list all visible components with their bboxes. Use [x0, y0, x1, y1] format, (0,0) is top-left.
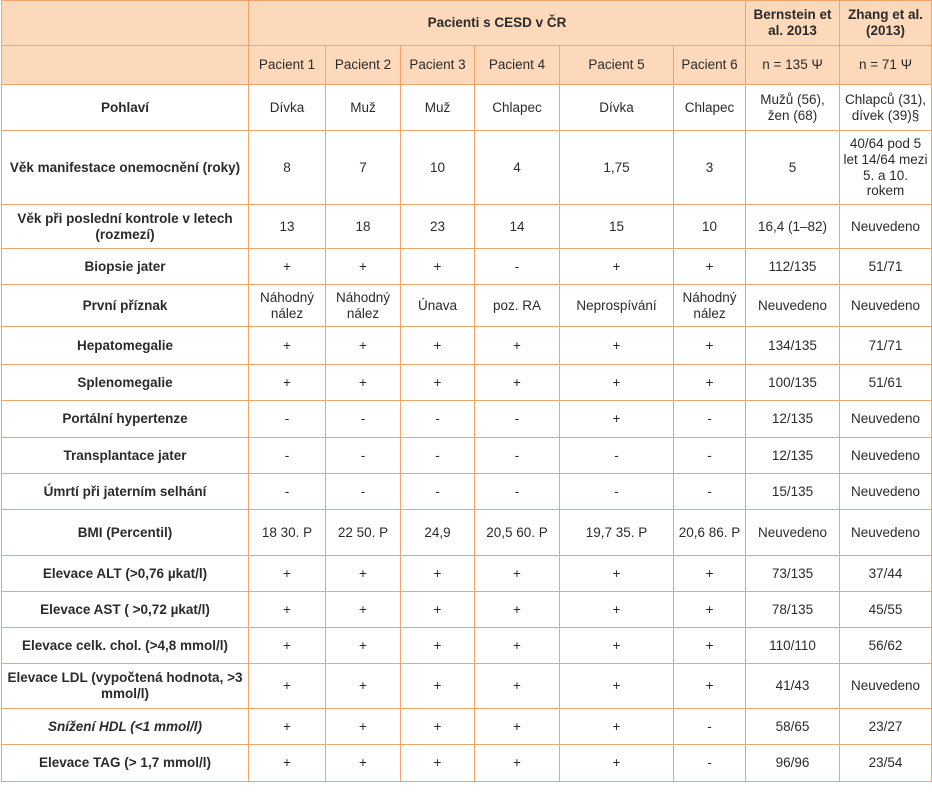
- row-label: Elevace ALT (>0,76 µkat/l): [2, 556, 249, 592]
- table-cell: Neuvedeno: [840, 205, 932, 249]
- table-cell: +: [401, 745, 475, 782]
- table-cell: Náhodný nález: [674, 285, 746, 327]
- table-cell: Neprospívání: [560, 285, 674, 327]
- header-corner-cell: [2, 1, 249, 46]
- header-row-top: [2, 1, 932, 46]
- table-cell: 78/135: [746, 592, 840, 628]
- table-cell: 8: [249, 131, 326, 205]
- table-row: [2, 664, 932, 709]
- table-cell: +: [560, 365, 674, 401]
- table-cell: 71/71: [840, 327, 932, 365]
- table-cell: Neuvedeno: [840, 664, 932, 709]
- table-row: [2, 85, 932, 131]
- header-zhang-n: n = 71 Ψ: [840, 46, 932, 85]
- table-cell: +: [401, 592, 475, 628]
- table-cell: +: [674, 249, 746, 285]
- table-cell: -: [326, 401, 401, 438]
- table-row: [2, 709, 932, 745]
- table-cell: +: [326, 249, 401, 285]
- table-cell: +: [326, 327, 401, 365]
- table-cell: Náhodný nález: [326, 285, 401, 327]
- table-cell: -: [401, 438, 475, 474]
- row-label: Elevace celk. chol. (>4,8 mmol/l): [2, 628, 249, 664]
- table-cell: -: [674, 474, 746, 510]
- table-row: [2, 745, 932, 782]
- table-cell: 23/54: [840, 745, 932, 782]
- table-cell: Únava: [401, 285, 475, 327]
- table-cell: Dívka: [560, 85, 674, 131]
- table-cell: 14: [475, 205, 560, 249]
- table-cell: +: [475, 628, 560, 664]
- table-cell: +: [326, 365, 401, 401]
- cesd-comparison-table: [1, 0, 932, 782]
- table-cell: Náhodný nález: [249, 285, 326, 327]
- row-label: Splenomegalie: [2, 365, 249, 401]
- table-cell: 23: [401, 205, 475, 249]
- table-cell: Neuvedeno: [840, 510, 932, 556]
- table-cell: -: [326, 438, 401, 474]
- row-label: Elevace TAG (> 1,7 mmol/l): [2, 745, 249, 782]
- table-cell: +: [560, 249, 674, 285]
- table-cell: +: [560, 628, 674, 664]
- table-cell: -: [674, 745, 746, 782]
- table-cell: -: [475, 438, 560, 474]
- table-cell: +: [401, 556, 475, 592]
- table-cell: +: [560, 592, 674, 628]
- table-cell: 1,75: [560, 131, 674, 205]
- header-patient-5: Pacient 5: [560, 46, 674, 85]
- table-cell: +: [249, 628, 326, 664]
- table-cell: +: [249, 745, 326, 782]
- table-cell: 51/61: [840, 365, 932, 401]
- header-patient-1: Pacient 1: [249, 46, 326, 85]
- table-cell: 4: [475, 131, 560, 205]
- table-cell: +: [560, 401, 674, 438]
- table-row: [2, 510, 932, 556]
- table-cell: 24,9: [401, 510, 475, 556]
- table-cell: +: [249, 664, 326, 709]
- table-cell: 23/27: [840, 709, 932, 745]
- table-cell: +: [326, 592, 401, 628]
- table-cell: poz. RA: [475, 285, 560, 327]
- table-cell: 16,4 (1–82): [746, 205, 840, 249]
- table-row: [2, 628, 932, 664]
- table-cell: -: [674, 401, 746, 438]
- table-cell: -: [401, 474, 475, 510]
- table-cell: Mužů (56), žen (68): [746, 85, 840, 131]
- table-cell: +: [401, 365, 475, 401]
- row-label: Pohlaví: [2, 85, 249, 131]
- table-cell: +: [674, 556, 746, 592]
- table-cell: -: [674, 709, 746, 745]
- table-cell: +: [326, 556, 401, 592]
- table-cell: +: [475, 327, 560, 365]
- header-patient-2: Pacient 2: [326, 46, 401, 85]
- table-cell: 56/62: [840, 628, 932, 664]
- table-cell: +: [560, 327, 674, 365]
- row-label: První příznak: [2, 285, 249, 327]
- table-cell: 45/55: [840, 592, 932, 628]
- table-cell: -: [475, 249, 560, 285]
- table-cell: 110/110: [746, 628, 840, 664]
- table-cell: 20,5 60. P: [475, 510, 560, 556]
- table-cell: +: [249, 249, 326, 285]
- table-row: [2, 131, 932, 205]
- table-cell: +: [475, 745, 560, 782]
- table-cell: 18: [326, 205, 401, 249]
- table-row: [2, 249, 932, 285]
- table-cell: +: [475, 664, 560, 709]
- table-cell: 10: [674, 205, 746, 249]
- table-cell: +: [401, 249, 475, 285]
- table-cell: 19,7 35. P: [560, 510, 674, 556]
- header-corner-cell: [2, 46, 249, 85]
- table-cell: +: [560, 556, 674, 592]
- table-cell: +: [249, 556, 326, 592]
- table-cell: -: [475, 401, 560, 438]
- table-cell: +: [560, 745, 674, 782]
- header-patient-6: Pacient 6: [674, 46, 746, 85]
- table-cell: 15: [560, 205, 674, 249]
- table-cell: +: [475, 365, 560, 401]
- table-cell: Neuvedeno: [840, 285, 932, 327]
- table-cell: -: [560, 438, 674, 474]
- table-row: [2, 438, 932, 474]
- table-cell: Muž: [401, 85, 475, 131]
- group-header-cesd: Pacienti s CESD v ČR: [249, 1, 746, 46]
- header-row-patients: [2, 46, 932, 85]
- table-cell: +: [560, 709, 674, 745]
- table-cell: +: [475, 556, 560, 592]
- header-bernstein: Bernstein et al. 2013: [746, 1, 840, 46]
- table-cell: -: [249, 438, 326, 474]
- table-cell: Chlapec: [475, 85, 560, 131]
- header-patient-3: Pacient 3: [401, 46, 475, 85]
- table-cell: +: [249, 327, 326, 365]
- table-cell: -: [475, 474, 560, 510]
- table-cell: Chlapec: [674, 85, 746, 131]
- row-label: Portální hypertenze: [2, 401, 249, 438]
- table-cell: 12/135: [746, 438, 840, 474]
- header-bernstein-n: n = 135 Ψ: [746, 46, 840, 85]
- row-label: Věk při poslední kontrole v letech (rozmezí): [2, 205, 249, 249]
- table-cell: 58/65: [746, 709, 840, 745]
- table-cell: -: [401, 401, 475, 438]
- table-cell: -: [249, 474, 326, 510]
- table-cell: +: [674, 664, 746, 709]
- table-cell: +: [674, 365, 746, 401]
- table-cell: +: [560, 664, 674, 709]
- table-cell: -: [249, 401, 326, 438]
- table-cell: +: [674, 592, 746, 628]
- table-cell: Dívka: [249, 85, 326, 131]
- table-cell: 51/71: [840, 249, 932, 285]
- row-label: BMI (Percentil): [2, 510, 249, 556]
- table-row: [2, 327, 932, 365]
- table-cell: +: [326, 709, 401, 745]
- row-label: Věk manifestace onemocnění (roky): [2, 131, 249, 205]
- table-cell: 7: [326, 131, 401, 205]
- row-label: Transplantace jater: [2, 438, 249, 474]
- table-row: [2, 205, 932, 249]
- row-label: Snížení HDL (<1 mmol/l): [2, 709, 249, 745]
- table-cell: 22 50. P: [326, 510, 401, 556]
- table-cell: +: [326, 664, 401, 709]
- table-row: [2, 365, 932, 401]
- table-cell: 112/135: [746, 249, 840, 285]
- table-cell: 10: [401, 131, 475, 205]
- table-row: [2, 592, 932, 628]
- table-cell: 73/135: [746, 556, 840, 592]
- table-cell: +: [475, 709, 560, 745]
- table-cell: 15/135: [746, 474, 840, 510]
- table-cell: Neuvedeno: [746, 285, 840, 327]
- table-cell: +: [326, 628, 401, 664]
- table-cell: +: [401, 628, 475, 664]
- table-cell: 5: [746, 131, 840, 205]
- table-cell: 37/44: [840, 556, 932, 592]
- table-cell: +: [401, 664, 475, 709]
- table-cell: +: [249, 709, 326, 745]
- table-row: [2, 285, 932, 327]
- table-cell: +: [674, 327, 746, 365]
- table-cell: Neuvedeno: [840, 474, 932, 510]
- table-cell: 20,6 86. P: [674, 510, 746, 556]
- table-cell: +: [249, 592, 326, 628]
- table-cell: 96/96: [746, 745, 840, 782]
- table-row: [2, 474, 932, 510]
- table-cell: +: [674, 628, 746, 664]
- table-cell: Chlapců (31), dívek (39)§: [840, 85, 932, 131]
- table-cell: +: [401, 709, 475, 745]
- table-cell: 41/43: [746, 664, 840, 709]
- table-cell: -: [560, 474, 674, 510]
- row-label: Elevace AST ( >0,72 µkat/l): [2, 592, 249, 628]
- row-label: Hepatomegalie: [2, 327, 249, 365]
- table-cell: +: [401, 327, 475, 365]
- table-cell: 3: [674, 131, 746, 205]
- table-cell: Neuvedeno: [840, 438, 932, 474]
- table-cell: 40/64 pod 5 let 14/64 mezi 5. a 10. rokem: [840, 131, 932, 205]
- table-cell: 12/135: [746, 401, 840, 438]
- table-cell: +: [249, 365, 326, 401]
- table-cell: -: [674, 438, 746, 474]
- table-cell: Neuvedeno: [840, 401, 932, 438]
- table-cell: 134/135: [746, 327, 840, 365]
- table-cell: +: [475, 592, 560, 628]
- table-row: [2, 401, 932, 438]
- row-label: Biopsie jater: [2, 249, 249, 285]
- table-cell: -: [326, 474, 401, 510]
- table-cell: 13: [249, 205, 326, 249]
- row-label: Úmrtí při jaterním selhání: [2, 474, 249, 510]
- header-patient-4: Pacient 4: [475, 46, 560, 85]
- table-cell: 100/135: [746, 365, 840, 401]
- table-cell: Neuvedeno: [746, 510, 840, 556]
- table-cell: Muž: [326, 85, 401, 131]
- table-cell: +: [326, 745, 401, 782]
- table-row: [2, 556, 932, 592]
- header-zhang: Zhang et al. (2013): [840, 1, 932, 46]
- row-label: Elevace LDL (vypočtená hodnota, >3 mmol/l): [2, 664, 249, 709]
- table-cell: 18 30. P: [249, 510, 326, 556]
